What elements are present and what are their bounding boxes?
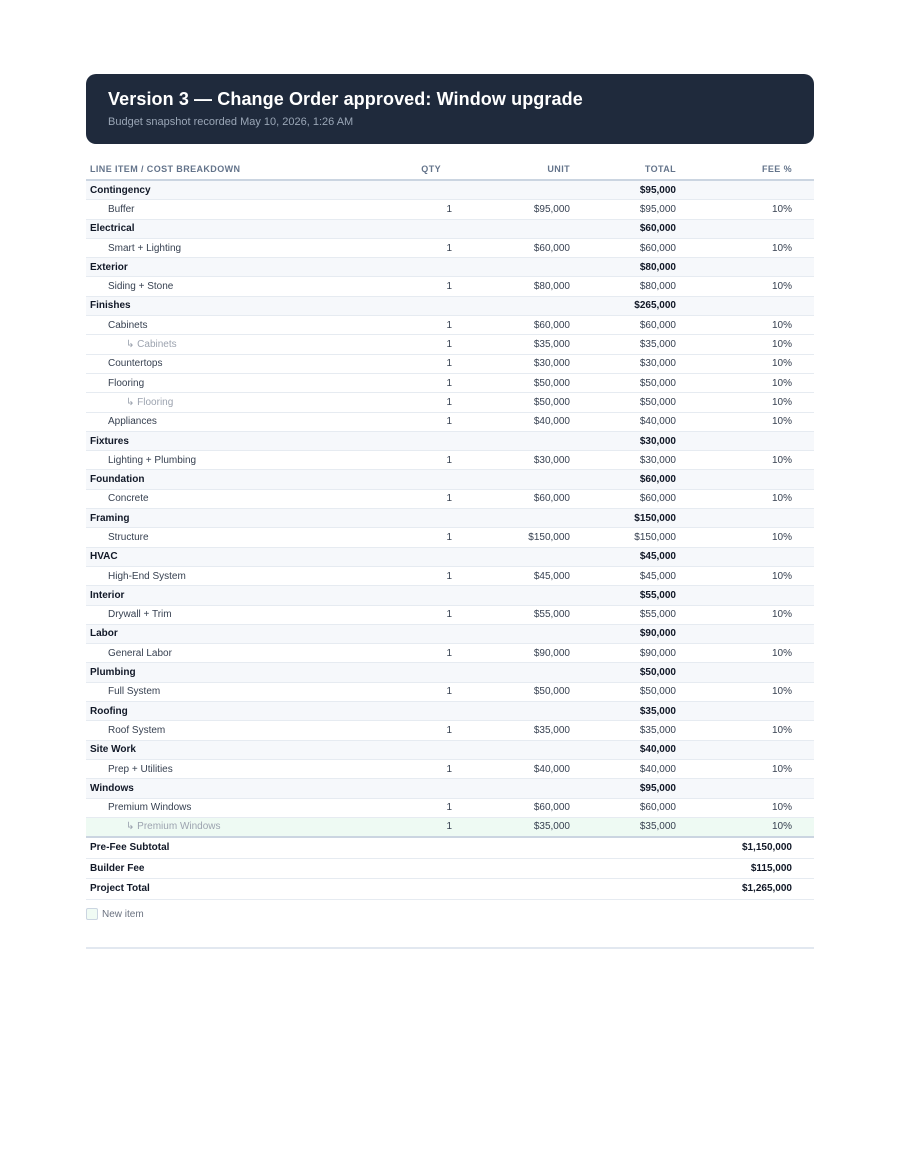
cell-name: Full System	[86, 682, 408, 701]
table-row[interactable]	[86, 451, 814, 470]
cell-unit	[468, 431, 574, 450]
cell-qty	[408, 740, 468, 759]
table-row[interactable]	[86, 316, 814, 335]
summary-row	[86, 858, 814, 879]
cell-name: Prep + Utilities	[86, 759, 408, 778]
cell-qty: 1	[408, 528, 468, 547]
cell-total: $40,000	[574, 759, 680, 778]
category-row	[86, 219, 814, 238]
cell-fee: 10%	[680, 277, 814, 296]
cell-fee	[680, 702, 814, 721]
cell-total: $35,000	[574, 817, 680, 837]
cell-qty: 1	[408, 277, 468, 296]
cell-total: $90,000	[574, 624, 680, 643]
cell-total: $150,000	[574, 509, 680, 528]
summary-row	[86, 879, 814, 900]
cell-total: $35,000	[574, 702, 680, 721]
cell-total: $35,000	[574, 335, 680, 354]
summary-row	[86, 837, 814, 858]
cell-unit: $60,000	[468, 316, 574, 335]
cell-name: Exterior	[86, 258, 408, 277]
cell-total: $30,000	[574, 354, 680, 373]
table-row[interactable]	[86, 412, 814, 431]
cell-fee: 10%	[680, 354, 814, 373]
cell-unit: $60,000	[468, 489, 574, 508]
cell-total: $265,000	[574, 296, 680, 315]
table-row[interactable]	[86, 644, 814, 663]
cell-total: $35,000	[574, 721, 680, 740]
summary-label: Project Total	[86, 879, 408, 900]
cell-name: ↳ Flooring	[86, 393, 408, 412]
cell-name: Premium Windows	[86, 798, 408, 817]
col-header-unit: UNIT	[468, 158, 574, 180]
cell-fee	[680, 180, 814, 200]
cell-fee: 10%	[680, 393, 814, 412]
cell-unit: $35,000	[468, 335, 574, 354]
summary-spacer	[468, 879, 574, 900]
sub-item-row[interactable]	[86, 335, 814, 354]
cell-name: Roof System	[86, 721, 408, 740]
category-row	[86, 470, 814, 489]
category-row	[86, 624, 814, 643]
cell-total: $45,000	[574, 547, 680, 566]
new-item-label: New item	[102, 908, 144, 920]
cell-qty: 1	[408, 316, 468, 335]
summary-value: $1,150,000	[680, 837, 814, 858]
divider	[86, 947, 814, 949]
cell-unit: $60,000	[468, 798, 574, 817]
cell-fee: 10%	[680, 200, 814, 219]
cell-unit: $45,000	[468, 566, 574, 585]
summary-spacer	[408, 837, 468, 858]
cell-qty: 1	[408, 566, 468, 585]
cell-total: $95,000	[574, 200, 680, 219]
cell-total: $95,000	[574, 779, 680, 798]
cell-unit: $35,000	[468, 721, 574, 740]
cell-name: Contingency	[86, 180, 408, 200]
cell-qty: 1	[408, 644, 468, 663]
version-title: Version 3 — Change Order approved: Window upgrade	[108, 89, 583, 109]
cell-fee	[680, 219, 814, 238]
cell-fee	[680, 509, 814, 528]
table-row[interactable]	[86, 605, 814, 624]
cell-total: $80,000	[574, 277, 680, 296]
cell-fee	[680, 470, 814, 489]
category-row	[86, 258, 814, 277]
table-row[interactable]	[86, 373, 814, 392]
cell-fee: 10%	[680, 721, 814, 740]
cell-total: $90,000	[574, 644, 680, 663]
cell-fee: 10%	[680, 489, 814, 508]
table-row[interactable]	[86, 277, 814, 296]
cell-unit	[468, 586, 574, 605]
cell-qty: 1	[408, 335, 468, 354]
sub-item-row[interactable]	[86, 817, 814, 837]
cell-unit	[468, 180, 574, 200]
col-header-total: TOTAL	[574, 158, 680, 180]
cell-name: Cabinets	[86, 316, 408, 335]
cell-name: Site Work	[86, 740, 408, 759]
sub-item-row[interactable]	[86, 393, 814, 412]
table-row[interactable]	[86, 721, 814, 740]
cell-total: $45,000	[574, 566, 680, 585]
cell-fee	[680, 296, 814, 315]
category-row	[86, 702, 814, 721]
cell-qty	[408, 702, 468, 721]
table-row[interactable]	[86, 354, 814, 373]
cell-total: $50,000	[574, 682, 680, 701]
table-header-row	[86, 158, 814, 180]
cell-unit	[468, 702, 574, 721]
cell-total: $60,000	[574, 470, 680, 489]
cell-name: Interior	[86, 586, 408, 605]
category-row	[86, 547, 814, 566]
summary-spacer	[408, 858, 468, 879]
cell-name: Countertops	[86, 354, 408, 373]
cell-name: HVAC	[86, 547, 408, 566]
cell-total: $60,000	[574, 316, 680, 335]
cell-fee: 10%	[680, 798, 814, 817]
cell-unit: $60,000	[468, 238, 574, 257]
cell-name: Concrete	[86, 489, 408, 508]
new-item-checkbox[interactable]	[86, 908, 98, 920]
cell-fee: 10%	[680, 412, 814, 431]
cell-total: $30,000	[574, 451, 680, 470]
summary-label: Builder Fee	[86, 858, 408, 879]
cell-total: $50,000	[574, 373, 680, 392]
table-row[interactable]	[86, 238, 814, 257]
cell-fee: 10%	[680, 316, 814, 335]
cell-qty	[408, 624, 468, 643]
cell-fee: 10%	[680, 566, 814, 585]
cell-total: $60,000	[574, 219, 680, 238]
cell-total: $60,000	[574, 489, 680, 508]
cell-name: Windows	[86, 779, 408, 798]
cell-qty: 1	[408, 682, 468, 701]
cell-name: Framing	[86, 509, 408, 528]
summary-value: $1,265,000	[680, 879, 814, 900]
cell-total: $50,000	[574, 393, 680, 412]
category-row	[86, 663, 814, 682]
cell-qty	[408, 586, 468, 605]
cell-unit: $95,000	[468, 200, 574, 219]
cell-unit	[468, 740, 574, 759]
cell-unit: $80,000	[468, 277, 574, 296]
cell-qty	[408, 663, 468, 682]
cell-unit: $30,000	[468, 451, 574, 470]
cell-fee: 10%	[680, 605, 814, 624]
cell-qty: 1	[408, 373, 468, 392]
cell-unit: $90,000	[468, 644, 574, 663]
cell-total: $40,000	[574, 740, 680, 759]
cell-qty: 1	[408, 817, 468, 837]
cell-qty	[408, 470, 468, 489]
col-header-fee: FEE %	[680, 158, 814, 180]
cell-qty: 1	[408, 200, 468, 219]
summary-spacer	[408, 879, 468, 900]
snapshot-timestamp: Budget snapshot recorded May 10, 2026, 1:26 AM	[108, 116, 354, 128]
cell-qty: 1	[408, 489, 468, 508]
cell-unit: $40,000	[468, 759, 574, 778]
cell-fee: 10%	[680, 528, 814, 547]
cell-unit	[468, 219, 574, 238]
cell-name: Flooring	[86, 373, 408, 392]
cell-qty: 1	[408, 354, 468, 373]
cell-qty: 1	[408, 759, 468, 778]
summary-spacer	[574, 858, 680, 879]
cell-unit: $30,000	[468, 354, 574, 373]
cell-unit	[468, 470, 574, 489]
budget-table	[86, 158, 814, 900]
table-row[interactable]	[86, 200, 814, 219]
category-row	[86, 509, 814, 528]
cell-qty: 1	[408, 238, 468, 257]
table-body	[86, 180, 814, 837]
cell-name: Drywall + Trim	[86, 605, 408, 624]
summary-spacer	[468, 858, 574, 879]
new-item-control[interactable]	[86, 907, 144, 921]
cell-unit	[468, 663, 574, 682]
cell-fee	[680, 431, 814, 450]
summary-value: $115,000	[680, 858, 814, 879]
cell-qty: 1	[408, 605, 468, 624]
cell-unit: $40,000	[468, 412, 574, 431]
summary-label: Pre-Fee Subtotal	[86, 837, 408, 858]
cell-total: $50,000	[574, 663, 680, 682]
cell-name: Lighting + Plumbing	[86, 451, 408, 470]
cell-qty	[408, 509, 468, 528]
cell-name: Labor	[86, 624, 408, 643]
cell-name: ↳ Premium Windows	[86, 817, 408, 837]
cell-total: $55,000	[574, 605, 680, 624]
table-row[interactable]	[86, 759, 814, 778]
cell-fee: 10%	[680, 759, 814, 778]
cell-fee	[680, 547, 814, 566]
table-row[interactable]	[86, 798, 814, 817]
cell-fee	[680, 779, 814, 798]
cell-qty: 1	[408, 393, 468, 412]
cell-unit: $35,000	[468, 817, 574, 837]
cell-fee: 10%	[680, 238, 814, 257]
cell-unit: $55,000	[468, 605, 574, 624]
cell-qty: 1	[408, 412, 468, 431]
cell-unit	[468, 509, 574, 528]
cell-fee: 10%	[680, 682, 814, 701]
cell-name: Electrical	[86, 219, 408, 238]
cell-total: $55,000	[574, 586, 680, 605]
cell-fee: 10%	[680, 451, 814, 470]
cell-unit: $50,000	[468, 373, 574, 392]
table-row[interactable]	[86, 528, 814, 547]
cell-name: Appliances	[86, 412, 408, 431]
cell-qty	[408, 296, 468, 315]
cell-name: Plumbing	[86, 663, 408, 682]
cell-total: $40,000	[574, 412, 680, 431]
table-row[interactable]	[86, 682, 814, 701]
cell-unit: $50,000	[468, 393, 574, 412]
cell-unit	[468, 258, 574, 277]
summary-spacer	[468, 837, 574, 858]
cell-name: ↳ Cabinets	[86, 335, 408, 354]
summary-spacer	[574, 879, 680, 900]
cell-qty: 1	[408, 451, 468, 470]
cell-fee	[680, 740, 814, 759]
category-row	[86, 296, 814, 315]
cell-unit	[468, 296, 574, 315]
cell-total: $150,000	[574, 528, 680, 547]
cell-name: General Labor	[86, 644, 408, 663]
cell-qty	[408, 258, 468, 277]
cell-qty	[408, 547, 468, 566]
cell-qty: 1	[408, 721, 468, 740]
cell-unit: $50,000	[468, 682, 574, 701]
cell-total: $60,000	[574, 798, 680, 817]
cell-name: Siding + Stone	[86, 277, 408, 296]
cell-name: Fixtures	[86, 431, 408, 450]
cell-name: Finishes	[86, 296, 408, 315]
cell-fee	[680, 663, 814, 682]
cell-total: $80,000	[574, 258, 680, 277]
category-row	[86, 586, 814, 605]
col-header-qty: QTY	[408, 158, 468, 180]
cell-name: Structure	[86, 528, 408, 547]
cell-fee	[680, 586, 814, 605]
cell-unit	[468, 547, 574, 566]
table-row[interactable]	[86, 489, 814, 508]
cell-fee: 10%	[680, 817, 814, 837]
cell-qty	[408, 219, 468, 238]
cell-unit	[468, 624, 574, 643]
category-row	[86, 431, 814, 450]
cell-unit: $150,000	[468, 528, 574, 547]
cell-fee: 10%	[680, 644, 814, 663]
cell-qty	[408, 180, 468, 200]
cell-name: Roofing	[86, 702, 408, 721]
category-row	[86, 779, 814, 798]
cell-fee: 10%	[680, 373, 814, 392]
summary-spacer	[574, 837, 680, 858]
cell-total: $30,000	[574, 431, 680, 450]
cell-fee	[680, 258, 814, 277]
summary-section	[86, 837, 814, 899]
cell-qty	[408, 779, 468, 798]
cell-qty	[408, 431, 468, 450]
col-header-name: LINE ITEM / COST BREAKDOWN	[86, 158, 408, 180]
cell-total: $60,000	[574, 238, 680, 257]
cell-unit	[468, 779, 574, 798]
cell-fee: 10%	[680, 335, 814, 354]
cell-total: $95,000	[574, 180, 680, 200]
version-header	[86, 74, 814, 144]
cell-name: High-End System	[86, 566, 408, 585]
table-row[interactable]	[86, 566, 814, 585]
category-row	[86, 740, 814, 759]
cell-name: Buffer	[86, 200, 408, 219]
cell-name: Foundation	[86, 470, 408, 489]
cell-name: Smart + Lighting	[86, 238, 408, 257]
cell-fee	[680, 624, 814, 643]
category-row	[86, 180, 814, 200]
cell-qty: 1	[408, 798, 468, 817]
